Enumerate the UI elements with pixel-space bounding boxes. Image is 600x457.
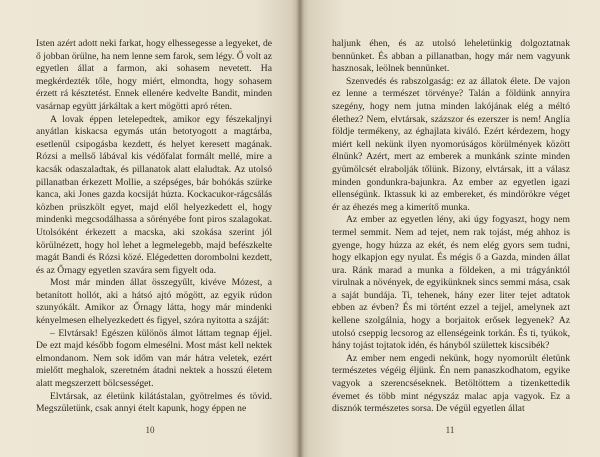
left-page-text [36, 38, 272, 416]
right-page [300, 0, 600, 457]
paragraph: A lovak éppen letelepedtek, amikor egy fészekaljnyi anyátlan kiskacsa egymás után betotyogott a magtárba, esetlenül csipogásba kezdett, és helyet keresett magának. Rózsi a mellső lábával kis védőfalat formált mellé, mire a kacsák odaszaladtak, és pillanatok alatt elaludtak. Az utolsó pillanatban érkezett Mollie, a szépséges, bár bohókás szürke kanca, aki Jones gazda kocsiját húzta. Kockacukor-rágcsálás közben prüszkölt egyet, majd elől helyezkedett el, hogy mindenki megcsodálhassa a sörényébe font piros szalagokat. Utolsóként érkezett a macska, aki szokása szerint jól körülnézett, hogy hol lehet a legmelegebb, majd befészkelte magát Bandi és Rózsi közé. Elégedetten dorombolni kezdett, és az Őrnagy egyetlen szavára sem figyelt oda. [36, 113, 272, 276]
paragraph: Az ember nem engedi nekünk, hogy nyomorúlt életünk természetes végéig éljünk. Én nem panaszkodhatom, egyike vagyok a szerencséseknek. Betöltöttem a tizenkettedik évemet és több mint négyszáz malac apja vagyok. Ez a disznók természetes sorsa. De végül egyetlen állat [332, 352, 570, 415]
right-page-text [332, 38, 570, 416]
paragraph: Az ember az egyetlen lény, aki úgy fogyaszt, hogy nem termel semmit. Nem ad tejet, nem rak tojást, még ahhoz is gyenge, hogy húzza az ekét, és nem elég gyors sem tudni, hogy elkapjon egy nyulat. És mégis ő a Gazda, minden állat ura. Ránk marad a munka a földeken, a mi trágyánktól virulnak a növények, de egyikünknek sincs semmi mása, csak a saját bundája. Ti, tehenek, hány ezer liter tejet adtatok ebben az évben? És mi történt ezzel a tejjel, amelynek azt kellene szolgálnia, hogy a borjaitok erősek legyenek? Az utolsó cseppig lecsorog az ellenségeink torkán. És ti, tyúkok, hány tojást tojtatok idén, és hányból születtek kiscsibék? [332, 214, 570, 352]
paragraph: haljunk éhen, és az utolsó leheletünkig dolgoztatnak bennünket. És abban a pillanatban, hogy már nem vagyunk hasznosak, leölnek bennünket. [332, 38, 570, 75]
paragraph: Szenvedés és rabszolgaság: ez az állatok élete. De vajon ez lenne a természet törvénye? Talán a földünk annyira szegény, hogy nem jutna minden lakójának elég a méltó élethez? Nem, elvtársak, százszor és ezerszer is nem! Anglia földje termékeny, az éghajlata kiváló. Ezért kérdezem, hogy miért kell nekünk ilyen nyomorúságos körülmények között élnünk? Azért, mert az emberek a munkánk szinte minden gyümölcsét elrabolják tőlünk. Bizony, elvtársak, itt a válasz minden gondunkra-bajunkra. Az ember az egyetlen igazi ellenségünk. Iktassuk ki az embereket, és mindörökre véget ér az éhezés meg a kimerítő munka. [332, 75, 570, 213]
paragraph: Most már minden állat összegyűlt, kivéve Mózest, a betanított hollót, aki a hátsó ajtó mögött, az egyik rúdon szunyókált. Amikor az Őrnagy látta, hogy már mindenki kényelmesen elhelyezkedett és figyel, szóra nyitotta a száját: [36, 277, 272, 327]
paragraph: Isten azért adott neki farkat, hogy elhessegesse a legyeket, de ő jobban örülne, ha nem lenne sem farok, sem légy. Ő volt az egyetlen állat a farmon, aki sohasem nevetett. Ha megkérdezték tőle, hogy miért, elmondta, hogy sohasem érzett rá késztetést. Ennek ellenére kedvelte Bandit, minden vasárnap együtt járkáltak a kert mögötti apró réten. [36, 38, 272, 112]
book-gutter [296, 0, 304, 457]
paragraph: – Elvtársak! Egészen különös álmot láttam tegnap éjjel. De ezt majd később fogom elmesélni. Most mást kell nektek elmondanom. Nem sok időm van már hátra veletek, ezért mielőtt meghalok, szeretném átadni nektek a hosszú életem alatt megszerzett bölcsességet. [36, 327, 272, 390]
page-number-left: 10 [145, 425, 155, 435]
page-number-right: 11 [445, 425, 455, 435]
paragraph: Elvtársak, az életünk kilátástalan, gyötrelmes és tövid. Megszületünk, csak annyi ételt kapunk, hogy éppen ne [36, 390, 272, 415]
